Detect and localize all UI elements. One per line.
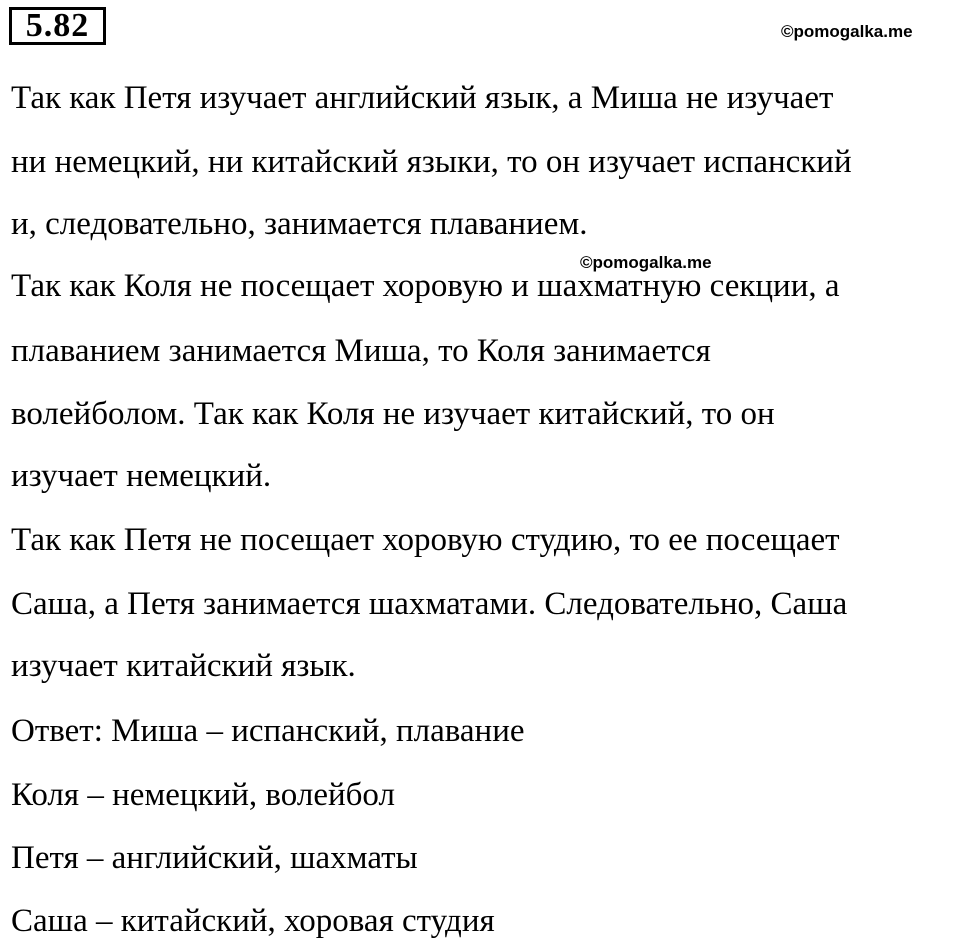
solution-line-9: Саша, а Петя занимается шахматами. Следовательно, Саша <box>11 586 848 622</box>
watermark-middle: ©pomogalka.me <box>580 253 712 272</box>
solution-line-6: волейболом. Так как Коля не изучает китайский, то он <box>11 396 775 432</box>
answer-line-4: Саша – китайский, хоровая студия <box>11 903 495 939</box>
solution-line-5: плаванием занимается Миша, то Коля занимается <box>11 333 711 369</box>
solution-line-7: изучает немецкий. <box>11 458 272 494</box>
solution-line-1: Так как Петя изучает английский язык, а Миша не изучает <box>11 80 834 116</box>
answer-line-1: Ответ: Миша – испанский, плавание <box>11 713 525 749</box>
answer-line-3: Петя – английский, шахматы <box>11 840 418 876</box>
solution-line-8: Так как Петя не посещает хоровую студию, то ее посещает <box>11 522 840 558</box>
solution-line-10: изучает китайский язык. <box>11 648 356 684</box>
watermark-top: ©pomogalka.me <box>781 22 913 41</box>
problem-number: 5.82 <box>9 7 106 45</box>
solution-line-2: ни немецкий, ни китайский языки, то он изучает испанский <box>11 144 852 180</box>
answer-line-2: Коля – немецкий, волейбол <box>11 777 395 813</box>
solution-line-3: и, следовательно, занимается плаванием. <box>11 206 588 242</box>
solution-line-4: Так как Коля не посещает хоровую и шахматную секции, а <box>11 268 840 304</box>
